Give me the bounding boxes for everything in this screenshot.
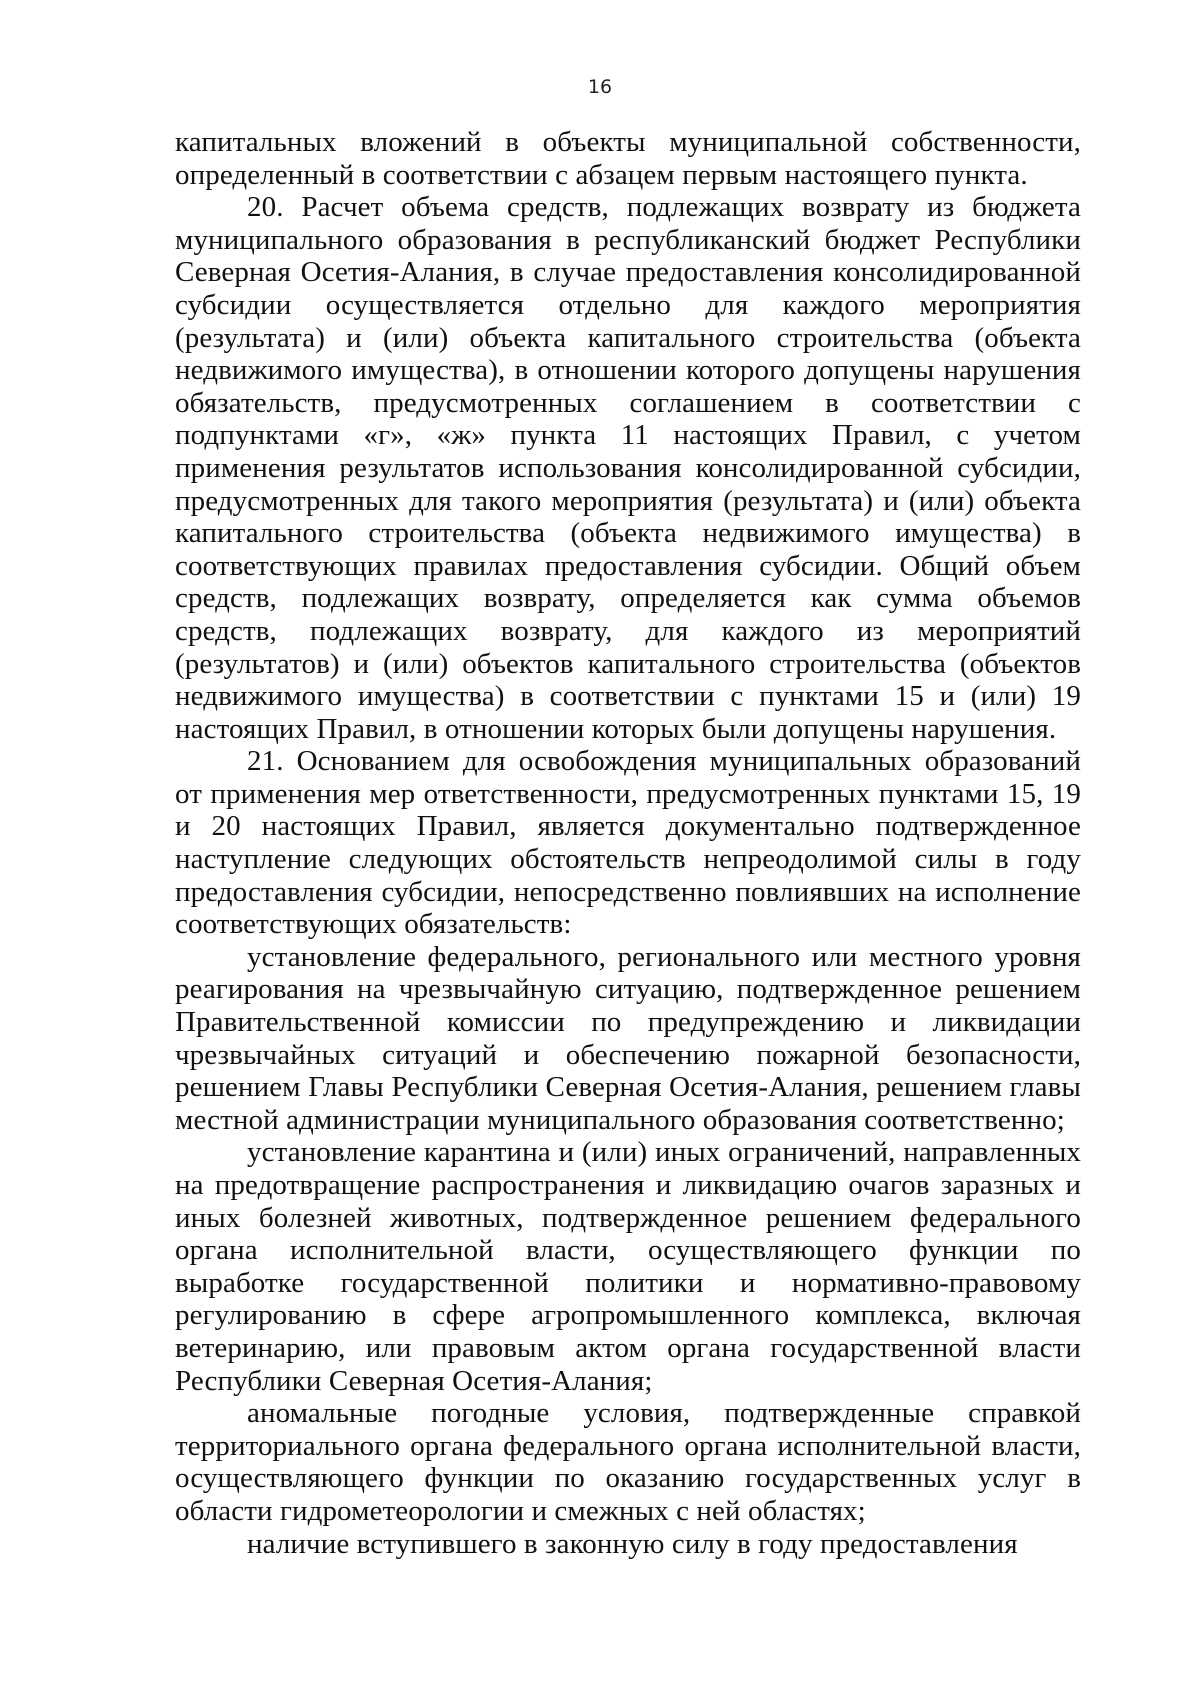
paragraph-emergency-level: установление федерального, регионального или местного уровня реагирования на чрезвычайную ситуацию, подтвержденное решением Правительственной комиссии по предупреждению и ликвидации чрезвычайных ситуаций и обеспечению пожарной безопасности, решением Главы Республики Северная Осетия-Алания, решением главы местной администрации муниципального образования соответственно; [175,940,1081,1136]
paragraph-continuation: капитальных вложений в объекты муниципальной собственности, определенный в соответствии с абзацем первым настоящего пункта. [175,126,1081,191]
paragraph-clause-20: 20. Расчет объема средств, подлежащих возврату из бюджета муниципального образования в республиканский бюджет Республики Северная Осетия-Алания, в случае предоставления консолидированной субсидии осуществляется отдельно для каждого мероприятия (результата) и (или) объекта капитального строительства (объекта недвижимого имущества), в отношении которого допущены нарушения обязательств, предусмотренных соглашением в соответствии с подпунктами «г», «ж» пункта 11 настоящих Правил, с учетом применения результатов использования консолидированной субсидии, предусмотренных для такого мероприятия (результата) и (или) объекта капитального строительства (объекта недвижимого имущества) в соответствующих правилах предоставления субсидии. Общий объем средств, подлежащих возврату, определяется как сумма объемов средств, подлежащих возврату, для каждого из мероприятий (результатов) и (или) объектов капитального строительства (объектов недвижимого имущества) в соответствии с пунктами 15 и (или) 19 настоящих Правил, в отношении которых были допущены нарушения. [175,191,1081,745]
paragraph-clause-21: 21. Основанием для освобождения муниципальных образований от применения мер ответственности, предусмотренных пунктами 15, 19 и 20 настоящих Правил, является документально подтвержденное наступление следующих обстоятельств непреодолимой силы в году предоставления субсидии, непосредственно повлиявших на исполнение соответствующих обязательств: [175,745,1081,941]
document-body [175,126,1081,1560]
paragraph-quarantine: установление карантина и (или) иных ограничений, направленных на предотвращение распространения и ликвидацию очагов заразных и иных болезней животных, подтвержденное решением федерального органа исполнительной власти, осуществляющего функции по выработке государственной политики и нормативно-правовому регулированию в сфере агропромышленного комплекса, включая ветеринарию, или правовым актом органа государственной власти Республики Северная Осетия-Алания; [175,1136,1081,1397]
page-number: 16 [587,76,613,98]
paragraph-court-decision: наличие вступившего в законную силу в году предоставления [247,1527,1018,1560]
paragraph-weather: аномальные погодные условия, подтвержденные справкой территориального органа федерального органа исполнительной власти, осуществляющего функции по оказанию государственных услуг в области гидрометеорологии и смежных с ней областях; [175,1397,1081,1527]
